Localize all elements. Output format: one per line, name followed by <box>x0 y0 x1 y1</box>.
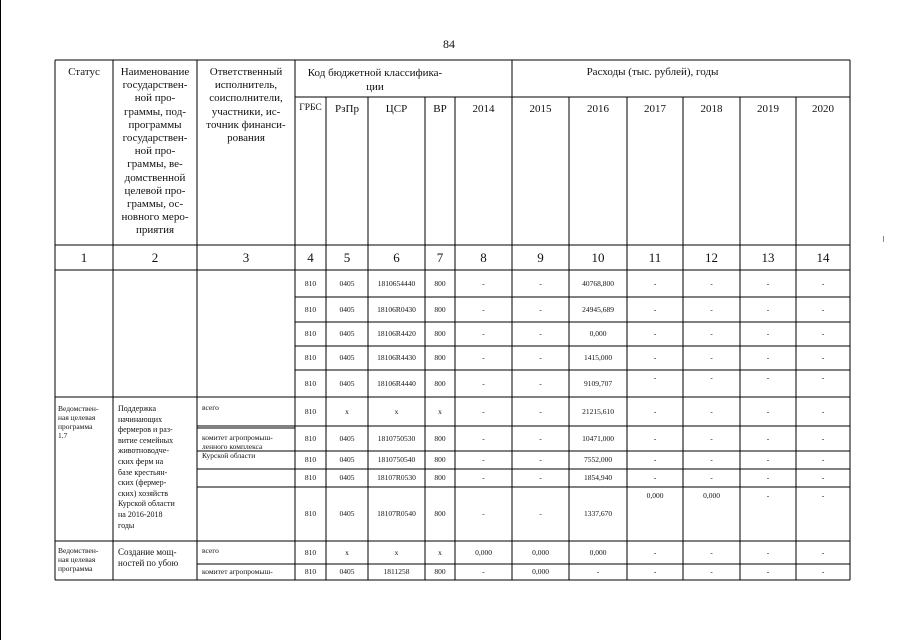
table-cell: 0,000 <box>532 547 549 557</box>
header-bk-col: ВР <box>433 103 447 115</box>
table-cell: 0405 <box>339 567 355 576</box>
column-number: 4 <box>307 250 314 265</box>
header-year: 2016 <box>587 103 609 115</box>
column-number: 12 <box>705 250 718 265</box>
table-cell: - <box>766 473 770 482</box>
table-cell: - <box>766 278 770 288</box>
table-cell: - <box>710 433 713 443</box>
table-cell: x <box>345 406 349 416</box>
column-number: 2 <box>151 250 159 265</box>
table-cell: - <box>653 547 657 557</box>
table-cell: 810 <box>304 509 317 518</box>
table-cell: 0405 <box>339 304 355 314</box>
table-cell: - <box>710 304 713 314</box>
table-cell: 0,000 <box>589 547 607 557</box>
table-cell: 0,000 <box>532 567 549 576</box>
table-cell: 10471,000 <box>582 433 614 443</box>
table-cell: 9109,707 <box>583 378 613 388</box>
table-cell: 0405 <box>339 509 355 518</box>
table-cell: - <box>766 353 770 362</box>
scan-mark <box>883 236 884 242</box>
table-cell: - <box>539 278 542 288</box>
table-cell: 800 <box>434 473 446 482</box>
table-cell: 21215,610 <box>582 406 614 416</box>
table-cell: - <box>653 433 657 443</box>
table-cell: - <box>596 567 600 576</box>
table-cell: 1337,670 <box>583 509 613 518</box>
table-cell: - <box>766 373 770 382</box>
table-cell: 810 <box>304 455 317 464</box>
column-number: 13 <box>761 250 775 265</box>
table-cell: 0405 <box>339 378 355 388</box>
table-cell: 1810750540 <box>377 455 416 464</box>
next-block-status: Ведомствен- ная целевая программа <box>58 546 99 573</box>
table-cell: x <box>438 406 442 416</box>
table-cell: 800 <box>434 455 446 464</box>
table-cell: - <box>482 406 485 416</box>
table-cell: - <box>710 353 713 362</box>
table-cell: - <box>710 455 713 464</box>
table-cell: - <box>821 329 825 338</box>
header-year: 2019 <box>757 103 779 115</box>
table-cell: 24945,689 <box>582 304 614 314</box>
table-cell: 1811258 <box>383 567 410 576</box>
column-number: 3 <box>242 250 250 265</box>
header-bk-col: ГРБС <box>299 103 322 113</box>
table-cell: 800 <box>434 304 446 314</box>
table-cell: 18107R0530 <box>377 473 416 482</box>
header-responsible: Ответственный исполнитель, соисполнители, участники, ис- точник финанси- рования <box>206 66 286 145</box>
table-cell: 810 <box>304 433 317 443</box>
table-cell: - <box>653 455 657 464</box>
table-cell: - <box>539 378 542 388</box>
table-cell: - <box>482 378 485 388</box>
table-cell: - <box>821 473 825 482</box>
column-number: 10 <box>591 250 605 265</box>
table-cell: - <box>482 278 485 288</box>
table-cell: 810 <box>304 473 317 482</box>
table-cell: - <box>821 373 825 382</box>
table-cell: 0405 <box>339 473 355 482</box>
table-cell: 810 <box>304 406 317 416</box>
header-bk-col: ЦСР <box>385 103 408 115</box>
table-cell: 1415,000 <box>583 353 613 362</box>
table-cell: 800 <box>434 278 446 288</box>
table-cell: - <box>653 406 657 416</box>
header-bk-code: Код бюджетной классифика- ции <box>307 67 443 93</box>
table-cell: - <box>821 547 825 557</box>
column-number: 14 <box>816 250 830 265</box>
table-cell: - <box>710 567 713 576</box>
table-cell: - <box>821 353 825 362</box>
table-cell: x <box>438 547 442 557</box>
table-cell: - <box>653 473 657 482</box>
table-cell: 800 <box>434 329 446 338</box>
table-cell: - <box>482 433 485 443</box>
table-cell: 810 <box>304 329 317 338</box>
table-cell: 0405 <box>339 278 355 288</box>
page-left-edge <box>0 0 1 640</box>
column-number: 6 <box>393 250 400 265</box>
table-cell: - <box>539 509 542 518</box>
table-cell: 0405 <box>339 329 355 338</box>
table-cell: - <box>539 473 542 482</box>
table-cell: 0,000 <box>589 329 607 338</box>
table-cell: - <box>710 373 713 382</box>
header-year: 2017 <box>644 103 666 115</box>
table-cell: x <box>394 547 399 557</box>
table-cell: - <box>710 406 713 416</box>
table-cell: - <box>766 491 770 500</box>
table-cell: - <box>821 406 825 416</box>
table-cell: 1810654440 <box>377 278 416 288</box>
table-cell: - <box>821 433 825 443</box>
table-cell: - <box>710 278 713 288</box>
table-cell: - <box>821 491 825 500</box>
table-cell: - <box>539 304 542 314</box>
table-cell: 0,000 <box>646 491 664 500</box>
table-cell: - <box>539 353 542 362</box>
table-cell: - <box>653 353 657 362</box>
header-bk-col: РзПр <box>335 103 359 115</box>
table-cell: - <box>766 304 770 314</box>
table-cell: 810 <box>304 304 317 314</box>
table-cell: 18107R0540 <box>377 509 416 518</box>
table-cell: - <box>766 329 770 338</box>
table-cell: - <box>821 567 825 576</box>
header-year: 2014 <box>472 103 495 115</box>
table-cell: 18106R4430 <box>377 353 416 362</box>
table-cell: 0405 <box>339 433 355 443</box>
table-cell: 0,000 <box>475 547 492 557</box>
table-cell: 810 <box>304 547 317 557</box>
table-cell: - <box>482 304 485 314</box>
table-cell: x <box>345 547 349 557</box>
table-cell: - <box>821 455 825 464</box>
table-cell: 810 <box>304 353 317 362</box>
table-cell: - <box>653 567 657 576</box>
table-cell: 800 <box>434 433 446 443</box>
table-cell: - <box>766 406 770 416</box>
table-cell: 18106R4440 <box>377 378 416 388</box>
table-cell: - <box>482 509 485 518</box>
table-cell: 800 <box>434 378 446 388</box>
table-cell: - <box>710 473 713 482</box>
table-cell: 800 <box>434 353 446 362</box>
table-cell: 800 <box>434 567 446 576</box>
next-block-name: Создание мощ- ностей по убою <box>118 547 179 568</box>
table-cell: 810 <box>304 378 317 388</box>
table-cell: - <box>482 567 485 576</box>
table-cell: - <box>766 455 770 464</box>
header-year: 2020 <box>812 103 834 115</box>
table-cell: - <box>766 567 770 576</box>
header-year: 2015 <box>529 103 552 115</box>
header-expenses: Расходы (тыс. рублей), годы <box>586 66 719 78</box>
table-cell: x <box>394 406 399 416</box>
table-cell: 0405 <box>339 353 355 362</box>
block17-resp-committee: комитет агропромыш- ленного комплекса Курской области <box>202 433 273 460</box>
block17-status: Ведомствен- ная целевая программа 1.7 <box>58 404 99 440</box>
table-cell: - <box>539 406 542 416</box>
table-cell: - <box>482 353 485 362</box>
table-cell: 18106R0430 <box>377 304 416 314</box>
table-cell: - <box>821 304 825 314</box>
table-cell: 40768,800 <box>582 278 614 288</box>
table-cell: - <box>482 473 485 482</box>
table-cell: - <box>539 433 542 443</box>
column-number: 8 <box>480 250 487 265</box>
table-cell: - <box>710 547 713 557</box>
table-cell: - <box>710 329 713 338</box>
table-cell: - <box>482 455 485 464</box>
block17-resp-total: всего <box>202 403 219 412</box>
table-cell: 800 <box>434 509 446 518</box>
header-name: Наименование государствен- ной про- граммы, под- программы государствен- ной про- граммы, ве- домственной целевой про- граммы, ос- новного меро- приятия <box>120 66 190 237</box>
table-cell: 810 <box>304 567 317 576</box>
column-number: 1 <box>80 250 88 265</box>
table-cell: - <box>653 329 657 338</box>
table-cell: - <box>766 547 770 557</box>
table-cell: 1854,940 <box>583 473 613 482</box>
column-number: 9 <box>537 250 544 265</box>
column-number: 11 <box>648 250 662 265</box>
table-cell: 0,000 <box>703 491 720 500</box>
table-cell: 0405 <box>339 455 355 464</box>
table-cell: - <box>539 455 542 464</box>
next-block-resp-committee: комитет агропромыш- <box>202 567 273 576</box>
column-number: 5 <box>343 250 351 265</box>
table-cell: - <box>653 373 657 382</box>
table-cell: - <box>482 329 485 338</box>
table-cell: - <box>766 433 770 443</box>
column-number: 7 <box>436 250 444 265</box>
table-cell: - <box>653 278 657 288</box>
table-cell: 7552,000 <box>583 455 613 464</box>
table-cell: - <box>653 304 657 314</box>
page-number: 84 <box>443 37 455 51</box>
table-cell: - <box>821 278 825 288</box>
header-status: Статус <box>68 66 100 78</box>
block17-name: Поддержка начинающих фермеров и раз- витие семейных животноводче- ских ферм на базе крестьян- ских (фермер- ских) хозяйств Курской области на 2016-2018 годы <box>118 404 175 530</box>
table-cell: - <box>539 329 542 338</box>
table-cell: 18106R4420 <box>377 329 416 338</box>
table-cell: 1810750530 <box>377 433 416 443</box>
header-year: 2018 <box>700 103 723 115</box>
next-block-resp-total: всего <box>202 546 219 555</box>
table-cell: 810 <box>304 278 317 288</box>
